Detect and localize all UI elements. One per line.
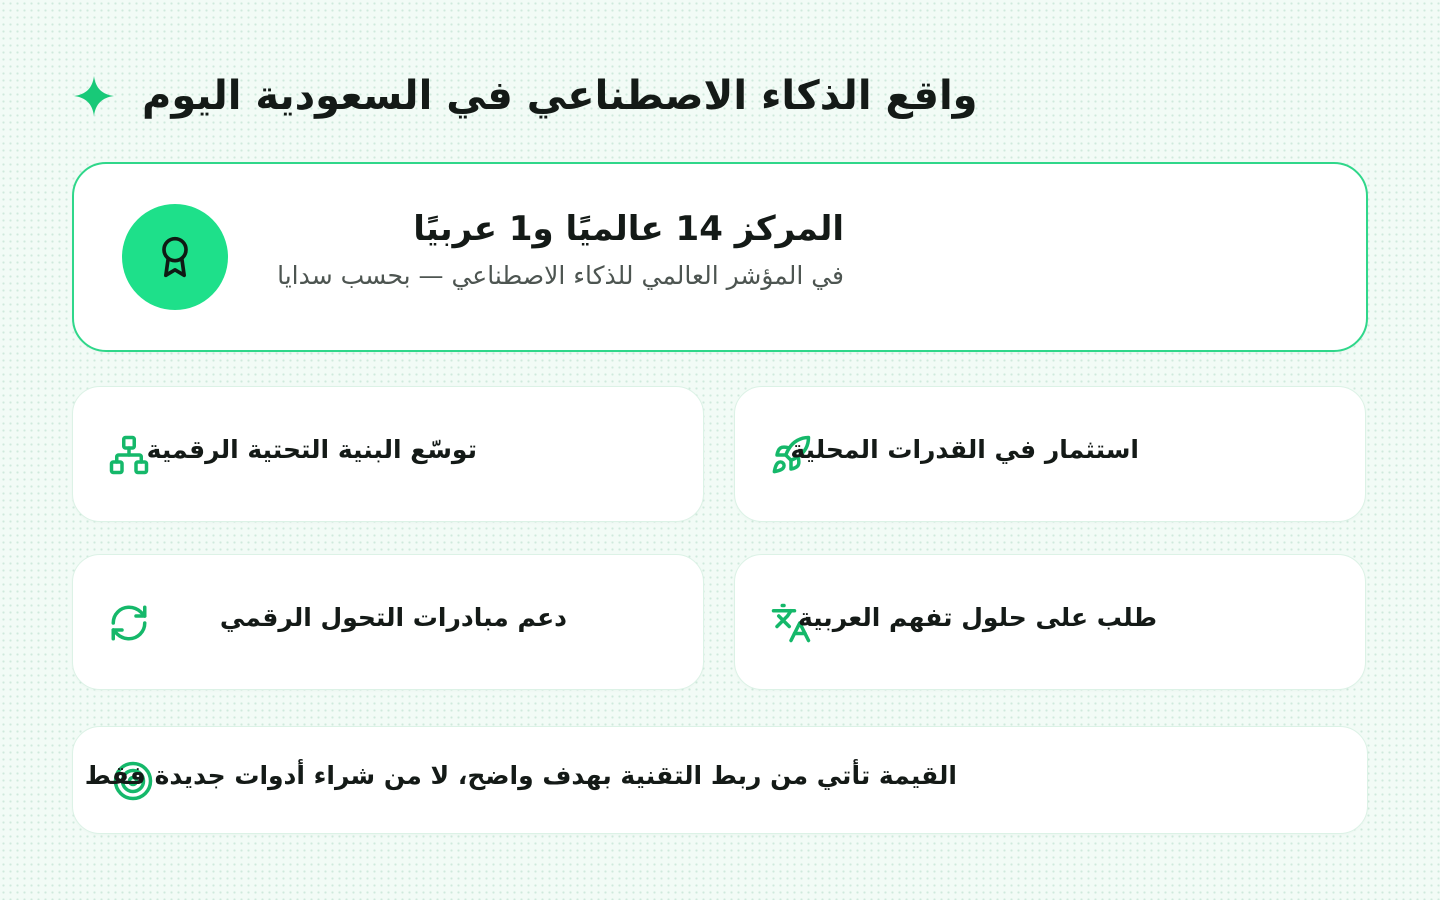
hero-badge [122,204,228,310]
feature-label: استثمار في القدرات المحلية [790,435,1139,464]
sparkle-icon [72,74,116,118]
feature-card-local-capabilities [734,386,1366,522]
feature-card-digital-infrastructure [72,386,704,522]
value-note-label: القيمة تأتي من ربط التقنية بهدف واضح، لا من شراء أدوات جديدة فقط [84,761,957,790]
refresh-icon [107,601,151,645]
page-title: واقع الذكاء الاصطناعي في السعودية اليوم [142,73,978,119]
hero-card [72,162,1368,352]
feature-card-arabic-solutions [734,554,1366,690]
hero-heading: المركز 14 عالميًا و1 عربيًا [413,209,844,249]
network-icon [107,433,151,477]
hero-text [264,208,844,292]
value-note-card [72,726,1368,834]
feature-label: دعم مبادرات التحول الرقمي [219,603,567,632]
hero-subtitle: في المؤشر العالمي للذكاء الاصطناعي — بحسب سدايا [277,261,844,290]
feature-label: توسّع البنية التحتية الرقمية [146,435,477,464]
feature-label: طلب على حلول تفهم العربية [797,603,1157,632]
page-header [72,60,978,132]
award-ribbon-icon [153,235,197,279]
feature-card-digital-transformation [72,554,704,690]
